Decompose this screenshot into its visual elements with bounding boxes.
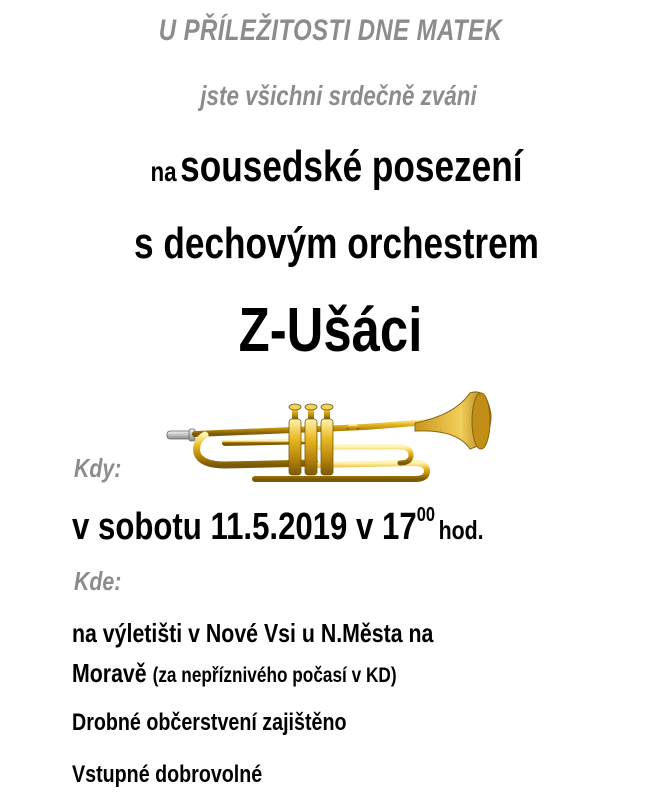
when-label: Kdy: — [74, 453, 122, 483]
venue-place: Moravě — [72, 658, 147, 688]
venue-weather-note: (za nepříznivého počasí v KD) — [152, 664, 397, 687]
band-intro: s dechovým orchestrem — [134, 219, 539, 268]
event-date-time — [72, 505, 484, 546]
occasion-heading: U PŘÍLEŽITOSTI DNE MATEK — [158, 14, 503, 47]
where-label: Kde: — [74, 566, 122, 596]
event-title — [72, 142, 601, 191]
entry-fee-note: Vstupné dobrovolné — [72, 761, 263, 788]
time-minutes: 00 — [416, 504, 435, 526]
band-name: Z-Ušáci — [238, 296, 423, 365]
refreshments-note: Drobné občerstvení zajištěno — [72, 709, 347, 736]
event-name: sousedské posezení — [180, 142, 523, 191]
time-unit: hod. — [438, 515, 484, 545]
date-text: v sobotu 11.5.2019 v 17 — [72, 506, 417, 548]
invitation-subheading: jste všichni srdečně zváni — [200, 80, 477, 111]
venue-line-1: na výletišti v Nové Vsi u N.Města na — [72, 618, 434, 648]
venue-line-2 — [72, 660, 397, 686]
trumpet-icon — [165, 385, 495, 485]
event-prefix: na — [150, 156, 177, 187]
